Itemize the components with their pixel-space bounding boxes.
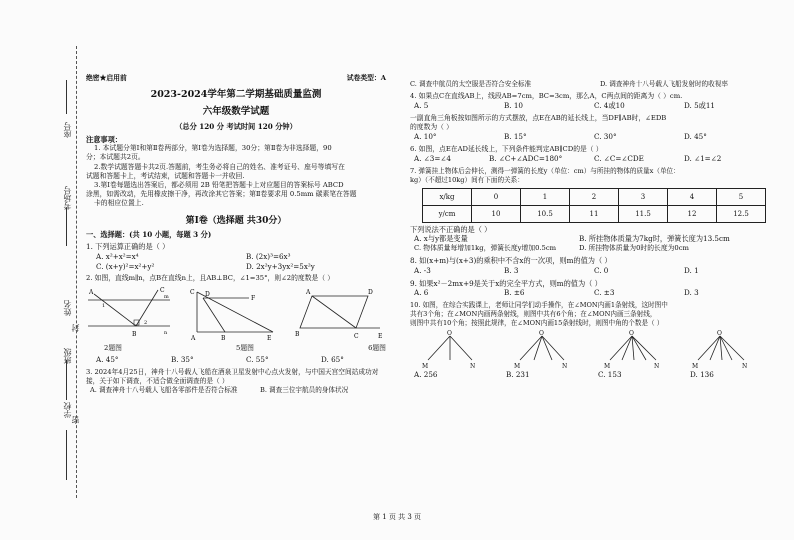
section1-title: 第Ⅰ卷（选择题 共30分） (185, 216, 287, 227)
q5-option-d: D. 45° (684, 132, 707, 142)
binding-name-label: 姓名 (63, 300, 72, 316)
table-cell: 10 (472, 205, 521, 222)
q1-stem: 1. 下列运算正确的是（ ） (86, 242, 170, 252)
svg-text:N: N (562, 362, 568, 370)
seat-blank (66, 80, 67, 114)
svg-text:M: M (604, 362, 611, 370)
table-row (423, 205, 766, 222)
q7-stem-2: kg）（不超过10kg）间有下面的关系： (410, 175, 524, 184)
note-line: 试题和答题卡上，考试结束，试题和答题卡一并收回. (86, 171, 245, 180)
q5-option-c: C. 30° (594, 132, 617, 142)
q6-option-a: A. ∠3=∠4 (414, 154, 451, 164)
svg-text:O: O (447, 329, 452, 337)
q7-option-a: A. x与y都是变量 (414, 234, 468, 244)
q6-option-b: B. ∠C+∠ADC=180° (489, 154, 563, 164)
svg-text:M: M (514, 362, 521, 370)
q3-stem-1: 3. 2024年4月25日，神舟十八号载人飞船在酒泉卫星发射中心点火发射，与中国天宫空间站成功对 (86, 367, 379, 376)
q10-options (410, 370, 776, 380)
q2-option-c: C. 55° (246, 354, 269, 364)
q5-option-a: A. 10° (414, 132, 437, 142)
svg-text:O: O (629, 329, 634, 337)
q6-stem: 6. 如图，点E在AD延长线上，下列条件能判定AB∥CD的是（ ） (410, 144, 603, 153)
svg-text:M: M (692, 362, 699, 370)
score-time: （总分 120 分 考试时间 120 分钟） (175, 121, 297, 131)
note-line: 1. 本试题分第Ⅰ和第Ⅱ卷两部分，第Ⅰ卷为选择题，30分；第Ⅱ卷为非选择题，90 (94, 144, 332, 153)
q8-option-a: A. -3 (414, 265, 431, 275)
table-cell: 1 (521, 188, 570, 205)
note-line: 分；本试题共2页。 (86, 153, 145, 162)
binding-seat-label: 座号 (63, 122, 72, 138)
fig5-caption: 5题图 (236, 343, 254, 352)
svg-text:C: C (190, 288, 195, 296)
svg-text:N: N (470, 362, 476, 370)
q1-option-d: D. 2x²y+3yx²=5x²y (246, 261, 315, 271)
notes-heading: 注意事项： (86, 134, 122, 144)
q4-stem: 4. 如果点C在直线AB上，线段AB=7cm，BC=3cm，那么A，C两点间的距离为（ ）cm. (410, 91, 683, 100)
note-line: 涂黑，如需改动，先用橡皮擦干净，再改涂其它答案；第Ⅱ卷要求用 0.5mm 碳素笔在答题 (86, 190, 357, 199)
q8-option-d: D. 1 (684, 265, 699, 275)
q8-stem: 8. 如(x+m)与(x+3)的乘积中不含x的一次项，则m的值为（ ） (410, 256, 612, 266)
svg-text:D: D (205, 290, 210, 298)
figure-q2 (86, 286, 172, 344)
table-cell: 4 (668, 188, 717, 205)
q5-options (410, 132, 776, 142)
q7-option-c: C. 物体质量每增加1kg，弹簧长度y增加0.5cm (414, 243, 557, 252)
q7-data-table (422, 188, 766, 223)
q1-option-b: B. (2x)³=6x³ (246, 252, 291, 262)
svg-text:B: B (132, 330, 137, 338)
table-header-y: y/cm (423, 205, 472, 222)
q3-option-d: D. 调查神舟十八号载人飞船发射时的收视率 (600, 80, 728, 88)
seal-a-char: 密 (71, 416, 80, 424)
svg-text:O: O (539, 329, 544, 337)
svg-text:N: N (654, 362, 660, 370)
q1-options-row1 (86, 252, 404, 262)
q6-option-c: C. ∠C=∠CDE (594, 154, 644, 164)
q9-option-c: C. ±3 (594, 288, 615, 298)
q6-option-d: D. ∠1=∠2 (684, 154, 722, 164)
table-cell: 11.5 (619, 205, 668, 222)
note-line: 3.第Ⅰ卷每题选出答案后，都必须用 2B 铅笔把答题卡上对应题目的答案标号 ABCD (94, 180, 344, 189)
svg-text:A: A (306, 288, 311, 296)
table-cell: 2 (570, 188, 619, 205)
svg-text:F: F (251, 294, 256, 302)
q9-stem: 9. 如果x²－2mx+9是关于x的完全平方式，则m的值为（ ） (410, 278, 602, 288)
q4-option-a: A. 5 (414, 101, 429, 111)
q2-stem: 2. 如图，直线m∥n，点B在直线n上，且AB⊥BC，∠1=35°，则∠2的度数是（ ） (86, 274, 335, 283)
svg-text:B: B (295, 330, 300, 338)
svg-text:E: E (267, 334, 272, 342)
q3-options-cont (410, 80, 776, 89)
q1-options-row2 (86, 262, 404, 272)
q5-stem-2: 的度数为（ ） (410, 122, 453, 131)
q3-options (86, 386, 404, 395)
figure-q10 (410, 330, 770, 370)
table-cell: 12 (668, 205, 717, 222)
svg-text:A: A (191, 334, 196, 342)
school-blank (66, 430, 67, 480)
q9-option-d: D. 3 (684, 288, 699, 298)
binding-dashed-line (76, 46, 77, 498)
q10-option-c: C. 153 (598, 369, 622, 379)
q7-option-b: B. 所挂物体质量为7kg时，弹簧长度为13.5cm (579, 234, 730, 244)
paper-type: 试卷类型：A (346, 74, 386, 82)
exam-title: 2023-2024学年第二学期基础质量监测 (150, 89, 322, 101)
q4-option-d: D. 5或11 (684, 101, 715, 111)
class-blank (66, 360, 67, 400)
exam-no-blank (66, 208, 67, 246)
q7-after: 下列说法不正确的是（ ） (410, 224, 492, 234)
q7-option-d: D. 所挂物体质量为0时的长度为0cm (579, 243, 689, 252)
q10-stem-2: 共有3个角；在∠MON内画两条射线，则图中共有6个角；在∠MON内画三条射线， (410, 309, 657, 318)
svg-text:m: m (164, 293, 169, 300)
svg-text:M: M (422, 362, 429, 370)
figure-q5 (189, 286, 277, 344)
svg-text:E: E (378, 332, 383, 340)
q3-option-b: B. 调查三位宇航员的身体状况 (260, 385, 349, 394)
q7-stem-1: 7. 弹簧挂上物体后会伸长，测得一弹簧的长度y（单位：cm）与所挂的物体的质量x（单位： (410, 166, 680, 175)
right-column (410, 80, 776, 379)
fig2-caption: 2题图 (104, 343, 122, 352)
table-cell: 10.5 (521, 205, 570, 222)
q5-stem-1: 一副直角三角板按如图所示的方式摆放，点E在AB的延长线上，当DF∥AB时，∠EDB (410, 113, 667, 122)
svg-text:N: N (742, 362, 748, 370)
q7-options-row2 (410, 244, 776, 253)
q1-option-c: C. (x+y)²=x²+y² (96, 261, 155, 271)
q4-options (410, 101, 776, 111)
q2-option-b: B. 35° (171, 354, 194, 364)
q3-option-c: C. 调查中航员的太空服是否符合安全标准 (410, 80, 532, 88)
q10-option-a: A. 256 (414, 369, 438, 379)
section1-heading: 一、选择题：(共 10 小题，每题 3 分) (86, 229, 212, 239)
q9-option-a: A. 6 (414, 288, 429, 298)
note-line: 2.数学试题答题卡共2页.答题前，考生务必将自己的姓名、准考证号、座号等填写在 (94, 162, 345, 171)
q4-option-c: C. 4或10 (594, 101, 625, 111)
exam-subtitle: 六年级数学试题 (202, 105, 270, 117)
svg-text:D: D (368, 288, 373, 296)
fig6-caption: 6题图 (368, 343, 386, 352)
q4-option-b: B. 10 (504, 101, 523, 111)
q2-options (86, 355, 404, 365)
binding-class-label: 班级 (63, 348, 72, 364)
q10-figures (410, 330, 776, 370)
left-column (86, 74, 404, 395)
q3-option-a: A. 调查神舟十八号载人飞船各零部件是否符合标准 (90, 385, 238, 394)
table-cell: 11 (570, 205, 619, 222)
binding-exam-no-label: 考场号 (63, 186, 72, 210)
table-row (423, 188, 766, 205)
q3-stem-2: 接，关于如下调查，不适合做全面调查的是（ ） (86, 376, 229, 385)
q7-options-row1 (410, 234, 776, 244)
figures-row (86, 286, 386, 344)
q1-option-a: A. x²+x²=x⁴ (96, 252, 139, 262)
table-cell: 3 (619, 188, 668, 205)
binding-school-label: 学校 (63, 402, 72, 418)
q2-option-a: A. 45° (96, 354, 119, 364)
q10-option-d: D. 136 (690, 369, 714, 379)
q5-option-b: B. 15° (504, 132, 527, 142)
q10-option-b: B. 231 (506, 369, 530, 379)
svg-text:B: B (221, 334, 226, 342)
q9-options (410, 288, 776, 298)
q10-stem-1: 10. 如图，在综合实践课上，老师让同学们动手操作，在∠MON内画1条射线，这时图中 (410, 301, 668, 309)
q10-stem-3: 则图中共有10个角；按照此规律，在∠MON内画15条射线时，则图中角的个数是（ ） (410, 318, 664, 327)
svg-text:1: 1 (102, 302, 106, 309)
q9-option-b: B. ±6 (504, 288, 525, 298)
table-cell: 5 (717, 188, 766, 205)
q8-option-b: B. 3 (504, 265, 519, 275)
table-cell: 0 (472, 188, 521, 205)
q6-options (410, 154, 776, 164)
svg-text:C: C (354, 332, 359, 340)
table-header-x: x/kg (423, 188, 472, 205)
seal-b-char: 封 (71, 324, 80, 332)
confidential-mark: 绝密★启用前 (86, 74, 127, 82)
svg-text:O: O (717, 329, 722, 337)
table-cell: 12.5 (717, 205, 766, 222)
svg-text:A: A (89, 288, 94, 296)
notes-list (86, 144, 404, 208)
figure-q6 (294, 286, 386, 344)
svg-text:n: n (164, 329, 168, 336)
svg-text:2: 2 (144, 319, 148, 326)
note-line: 卡的相应位置上. (94, 199, 144, 208)
q8-options (410, 266, 776, 276)
q8-option-c: C. 0 (594, 265, 609, 275)
svg-text:C: C (160, 286, 165, 294)
page-footer: 第 1 页 共 3 页 (372, 513, 422, 521)
q2-option-d: D. 65° (321, 354, 344, 364)
